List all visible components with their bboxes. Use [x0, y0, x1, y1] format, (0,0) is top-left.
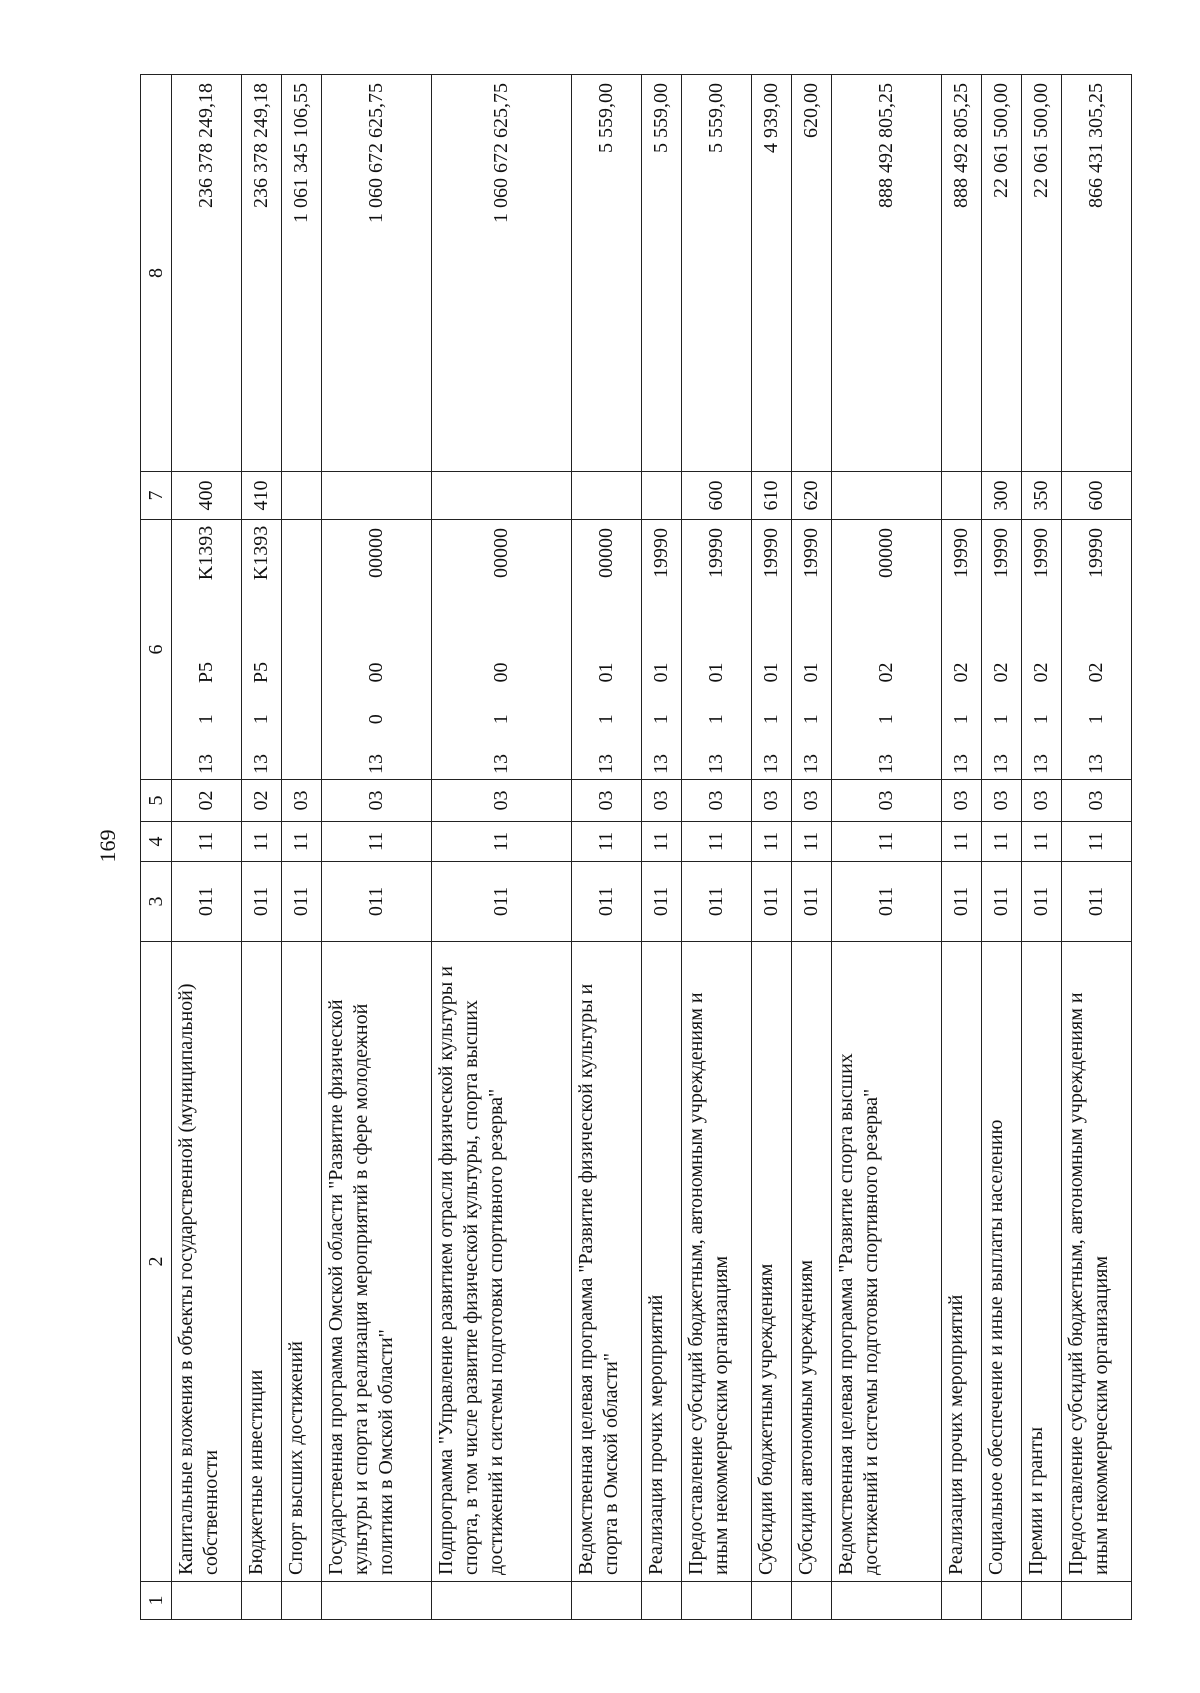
row-index-cell [172, 1582, 242, 1620]
target-article-cell [942, 520, 982, 780]
rotated-table-container [140, 75, 1112, 1620]
target-article-part: 1 [195, 714, 217, 725]
target-article-part: 01 [595, 662, 617, 683]
chapter-code-cell: 011 [752, 862, 792, 942]
header-cell: 8 [141, 75, 172, 472]
target-article-cell [682, 520, 752, 780]
target-article-part: 0 [365, 714, 387, 725]
subsection-code-cell: 03 [832, 780, 942, 822]
target-article-cell [432, 520, 572, 780]
target-article-part: 13 [705, 754, 727, 774]
chapter-code-cell: 011 [242, 862, 282, 942]
row-name-cell: Ведомственная целевая программа "Развитие физической культуры и спорта в Омской области" [572, 942, 642, 1582]
expense-type-cell: 300 [982, 472, 1022, 520]
amount-cell: 4 939,00 [752, 75, 792, 472]
section-code-cell: 11 [282, 822, 322, 862]
target-article-part: 00000 [875, 528, 897, 578]
section-code-cell: 11 [322, 822, 432, 862]
subsection-code-cell: 03 [282, 780, 322, 822]
table-row [322, 75, 432, 1620]
target-article-cell [242, 520, 282, 780]
target-article-part: 1 [705, 714, 727, 725]
target-article-cell [982, 520, 1022, 780]
row-index-cell [642, 1582, 682, 1620]
amount-cell: 5 559,00 [682, 75, 752, 472]
table-row [642, 75, 682, 1620]
row-index-cell [752, 1582, 792, 1620]
target-article-part: 1 [800, 714, 822, 725]
row-index-cell [982, 1582, 1022, 1620]
target-article-part: 02 [950, 662, 972, 683]
section-code-cell: 11 [832, 822, 942, 862]
row-name-cell: Спорт высших достижений [282, 942, 322, 1582]
target-article-part: 1 [760, 714, 782, 725]
row-index-cell [322, 1582, 432, 1620]
expense-type-cell: 400 [172, 472, 242, 520]
row-name-cell: Капитальные вложения в объекты государственной (муниципальной) собственности [172, 942, 242, 1582]
target-article-cell [322, 520, 432, 780]
chapter-code-cell: 011 [172, 862, 242, 942]
amount-cell: 5 559,00 [642, 75, 682, 472]
amount-cell: 620,00 [792, 75, 832, 472]
target-article-part: 02 [1085, 662, 1107, 683]
target-article-part: 1 [950, 714, 972, 725]
target-article-part: 00 [490, 662, 512, 683]
section-code-cell: 11 [792, 822, 832, 862]
target-article-part: 01 [800, 662, 822, 683]
target-article-part: 01 [760, 662, 782, 683]
amount-cell: 5 559,00 [572, 75, 642, 472]
target-article-part: 1 [595, 714, 617, 725]
target-article-part: 13 [800, 754, 822, 774]
chapter-code-cell: 011 [642, 862, 682, 942]
target-article-part: 19990 [760, 528, 782, 578]
section-code-cell: 11 [642, 822, 682, 862]
subsection-code-cell: 03 [752, 780, 792, 822]
table-row [982, 75, 1022, 1620]
row-name-cell: Ведомственная целевая программа "Развитие спорта высших достижений и системы подготовки спортивного резерва" [832, 942, 942, 1582]
row-name-cell: Реализация прочих мероприятий [642, 942, 682, 1582]
row-name-cell: Предоставление субсидий бюджетным, автономным учреждениям и иным некоммерческим организациям [1062, 942, 1132, 1582]
table-row [942, 75, 982, 1620]
section-code-cell: 11 [1062, 822, 1132, 862]
row-name-cell: Бюджетные инвестиции [242, 942, 282, 1582]
header-cell: 5 [141, 780, 172, 822]
row-name-cell: Субсидии бюджетным учреждениям [752, 942, 792, 1582]
header-cell: 6 [141, 520, 172, 780]
expense-type-cell [832, 472, 942, 520]
row-name-cell: Предоставление субсидий бюджетным, автономным учреждениям и иным некоммерческим организациям [682, 942, 752, 1582]
table-row [832, 75, 942, 1620]
chapter-code-cell: 011 [572, 862, 642, 942]
subsection-code-cell: 03 [942, 780, 982, 822]
subsection-code-cell: 03 [572, 780, 642, 822]
header-row [141, 75, 172, 1620]
target-article-part: 00000 [490, 528, 512, 578]
expense-type-cell: 410 [242, 472, 282, 520]
chapter-code-cell: 011 [832, 862, 942, 942]
target-article-part: 19990 [990, 528, 1012, 578]
target-article-cell [832, 520, 942, 780]
row-index-cell [432, 1582, 572, 1620]
row-index-cell [942, 1582, 982, 1620]
expense-type-cell: 600 [682, 472, 752, 520]
table-row [432, 75, 572, 1620]
row-index-cell [1022, 1582, 1062, 1620]
target-article-cell [282, 520, 322, 780]
target-article-part: K1393 [195, 525, 217, 581]
section-code-cell: 11 [432, 822, 572, 862]
target-article-part: 19990 [1030, 528, 1052, 578]
target-article-cell [792, 520, 832, 780]
amount-cell: 22 061 500,00 [1022, 75, 1062, 472]
section-code-cell: 11 [1022, 822, 1062, 862]
target-article-part: P5 [195, 661, 217, 684]
row-index-cell [792, 1582, 832, 1620]
table-row [1022, 75, 1062, 1620]
expense-type-cell: 600 [1062, 472, 1132, 520]
row-index-cell [682, 1582, 752, 1620]
chapter-code-cell: 011 [1062, 862, 1132, 942]
chapter-code-cell: 011 [322, 862, 432, 942]
chapter-code-cell: 011 [982, 862, 1022, 942]
target-article-part: 13 [1085, 754, 1107, 774]
row-name-cell: Субсидии автономным учреждениям [792, 942, 832, 1582]
table-row [682, 75, 752, 1620]
chapter-code-cell: 011 [1022, 862, 1062, 942]
target-article-part: 19990 [1085, 528, 1107, 578]
table-row [1062, 75, 1132, 1620]
target-article-part: 13 [195, 754, 217, 774]
subsection-code-cell: 03 [642, 780, 682, 822]
target-article-part: 1 [250, 714, 272, 725]
target-article-part: 01 [650, 662, 672, 683]
target-article-part: 01 [705, 662, 727, 683]
target-article-part: 13 [990, 754, 1012, 774]
header-cell: 2 [141, 942, 172, 1582]
subsection-code-cell: 03 [322, 780, 432, 822]
expense-type-cell: 350 [1022, 472, 1062, 520]
amount-cell: 1 060 672 625,75 [432, 75, 572, 472]
amount-cell: 236 378 249,18 [172, 75, 242, 472]
target-article-part: 19990 [705, 528, 727, 578]
target-article-cell [572, 520, 642, 780]
amount-cell: 236 378 249,18 [242, 75, 282, 472]
subsection-code-cell: 03 [792, 780, 832, 822]
target-article-part: 1 [875, 714, 897, 725]
amount-cell: 22 061 500,00 [982, 75, 1022, 472]
subsection-code-cell: 03 [982, 780, 1022, 822]
row-name-cell: Подпрограмма "Управление развитием отрасли физической культуры и спорта, в том числе развитие физической культуры, спорта высших достижений и системы подготовки спортивного резерва" [432, 942, 572, 1582]
chapter-code-cell: 011 [792, 862, 832, 942]
target-article-part: 1 [1085, 714, 1107, 725]
row-name-cell: Государственная программа Омской области "Развитие физической культуры и спорта и реализация мероприятий в сфере молодежной политики в Омской области" [322, 942, 432, 1582]
row-index-cell [1062, 1582, 1132, 1620]
target-article-part: 02 [990, 662, 1012, 683]
target-article-part: 13 [595, 754, 617, 774]
row-name-cell: Социальное обеспечение и иные выплаты населению [982, 942, 1022, 1582]
target-article-part: 1 [650, 714, 672, 725]
subsection-code-cell: 02 [242, 780, 282, 822]
header-cell: 7 [141, 472, 172, 520]
expense-type-cell: 610 [752, 472, 792, 520]
table-row [792, 75, 832, 1620]
header-cell: 3 [141, 862, 172, 942]
subsection-code-cell: 03 [1062, 780, 1132, 822]
section-code-cell: 11 [682, 822, 752, 862]
target-article-part: 13 [490, 754, 512, 774]
subsection-code-cell: 03 [432, 780, 572, 822]
row-index-cell [832, 1582, 942, 1620]
target-article-cell [1022, 520, 1062, 780]
target-article-part: 02 [875, 662, 897, 683]
target-article-cell [1062, 520, 1132, 780]
header-cell: 4 [141, 822, 172, 862]
row-name-cell: Реализация прочих мероприятий [942, 942, 982, 1582]
target-article-part: 13 [365, 754, 387, 774]
budget-table [140, 74, 1132, 1620]
amount-cell: 1 060 672 625,75 [322, 75, 432, 472]
section-code-cell: 11 [942, 822, 982, 862]
target-article-part: 19990 [950, 528, 972, 578]
section-code-cell: 11 [572, 822, 642, 862]
target-article-part: 00000 [365, 528, 387, 578]
target-article-part: 19990 [650, 528, 672, 578]
amount-cell: 866 431 305,25 [1062, 75, 1132, 472]
row-index-cell [242, 1582, 282, 1620]
subsection-code-cell: 02 [172, 780, 242, 822]
amount-cell: 888 492 805,25 [942, 75, 982, 472]
row-index-cell [282, 1582, 322, 1620]
target-article-part: 13 [760, 754, 782, 774]
amount-cell: 1 061 345 106,55 [282, 75, 322, 472]
target-article-part: 1 [490, 714, 512, 725]
target-article-cell [752, 520, 792, 780]
section-code-cell: 11 [982, 822, 1022, 862]
section-code-cell: 11 [752, 822, 792, 862]
chapter-code-cell: 011 [682, 862, 752, 942]
target-article-part: 02 [1030, 662, 1052, 683]
target-article-part: P5 [250, 661, 272, 684]
table-row [172, 75, 242, 1620]
section-code-cell: 11 [172, 822, 242, 862]
target-article-part: 13 [1030, 754, 1052, 774]
subsection-code-cell: 03 [682, 780, 752, 822]
target-article-part: 1 [990, 714, 1012, 725]
table-row [242, 75, 282, 1620]
row-index-cell [572, 1582, 642, 1620]
target-article-cell [172, 520, 242, 780]
expense-type-cell: 620 [792, 472, 832, 520]
target-article-part: 13 [875, 754, 897, 774]
expense-type-cell [432, 472, 572, 520]
expense-type-cell [942, 472, 982, 520]
target-article-part: 13 [950, 754, 972, 774]
target-article-part: 00000 [595, 528, 617, 578]
target-article-part: K1393 [250, 525, 272, 581]
target-article-part: 13 [250, 754, 272, 774]
table-row [752, 75, 792, 1620]
chapter-code-cell: 011 [942, 862, 982, 942]
row-name-cell: Премии и гранты [1022, 942, 1062, 1582]
target-article-part: 00 [365, 662, 387, 683]
table-row [282, 75, 322, 1620]
expense-type-cell [642, 472, 682, 520]
expense-type-cell [572, 472, 642, 520]
header-cell: 1 [141, 1582, 172, 1620]
subsection-code-cell: 03 [1022, 780, 1062, 822]
target-article-part: 1 [1030, 714, 1052, 725]
expense-type-cell [322, 472, 432, 520]
target-article-part: 19990 [800, 528, 822, 578]
target-article-cell [642, 520, 682, 780]
table-row [572, 75, 642, 1620]
amount-cell: 888 492 805,25 [832, 75, 942, 472]
chapter-code-cell: 011 [282, 862, 322, 942]
page-number: 169 [95, 829, 120, 863]
expense-type-cell [282, 472, 322, 520]
chapter-code-cell: 011 [432, 862, 572, 942]
section-code-cell: 11 [242, 822, 282, 862]
target-article-part: 13 [650, 754, 672, 774]
